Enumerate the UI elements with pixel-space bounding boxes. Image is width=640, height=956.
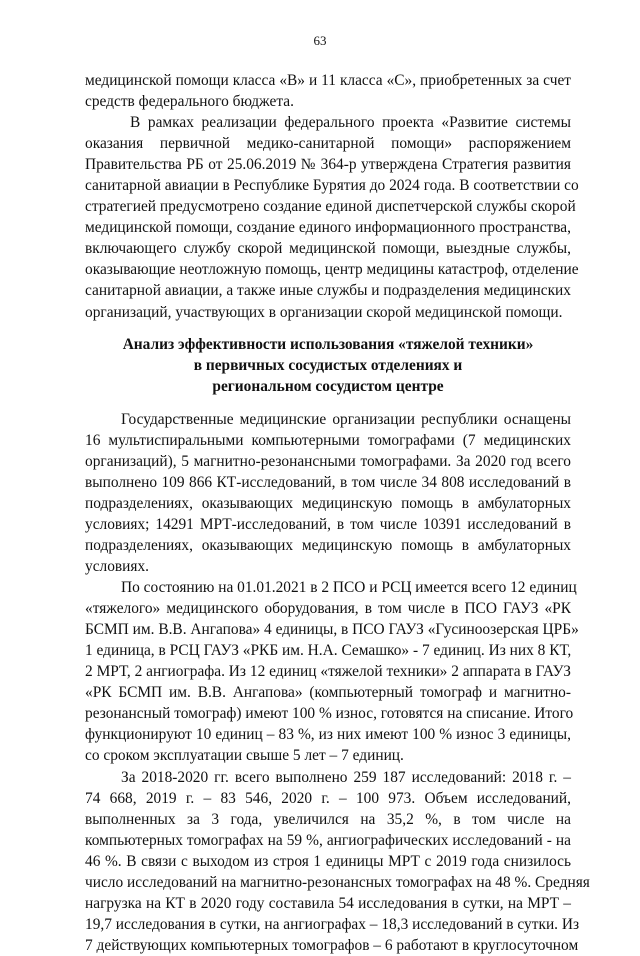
paragraph bbox=[85, 577, 579, 766]
text-line: со сроком эксплуатации свыше 5 лет – 7 единиц. bbox=[85, 747, 404, 765]
text-line: оказания первичной медико-санитарной помощи» распоряжением bbox=[85, 135, 571, 153]
text-line: резонансный томограф) имеют 100 % износ, готовятся на списание. Итого bbox=[85, 705, 574, 723]
document-body bbox=[85, 70, 590, 956]
text-line: выполнено 109 866 КТ-исследований, в том числе 34 808 исследований в bbox=[85, 473, 571, 491]
text-line: нагрузка на КТ в 2020 году составила 54 исследования в сутки, на МРТ – bbox=[85, 894, 571, 912]
heading-line: Анализ эффективности использования «тяжелой техники» bbox=[122, 335, 534, 353]
text-line: средств федерального бюджета. bbox=[85, 93, 294, 111]
text-line: включающего службу скорой медицинской помощи, выездные службы, bbox=[85, 240, 571, 258]
paragraph bbox=[85, 112, 579, 322]
text-line: условиях. bbox=[85, 558, 150, 576]
text-line: компьютерных томографах на 59 %, ангиографических исследований - на bbox=[85, 831, 571, 849]
text-line: 7 действующих компьютерных томографов – 6 работают в круглосуточном bbox=[85, 936, 579, 954]
paragraph bbox=[85, 70, 571, 112]
paragraph bbox=[85, 409, 571, 577]
text-line: число исследований на магнитно-резонансных томографах на 48 %. Средняя bbox=[85, 873, 590, 891]
text-line: По состоянию на 01.01.2021 в 2 ПСО и РСЦ имеется всего 12 единиц bbox=[121, 579, 577, 597]
text-line: оказывающие неотложную помощь, центр медицины катастроф, отделение bbox=[85, 261, 579, 279]
text-line: подразделениях, оказывающих медицинскую помощь в амбулаторных bbox=[85, 494, 571, 512]
text-line: стратегией предусмотрено создание единой диспетчерской службы скорой bbox=[85, 198, 576, 216]
page-number: 63 bbox=[313, 33, 327, 48]
heading-line: региональном сосудистом центре bbox=[212, 377, 444, 395]
text-line: В рамках реализации федерального проекта «Развитие системы bbox=[130, 114, 571, 132]
text-line: 1 единица, в РСЦ ГАУЗ «РКБ им. Н.А. Семашко» - 7 единиц. Из них 8 КТ, bbox=[85, 642, 572, 660]
text-line: «РК БСМП им. В.В. Ангапова» (компьютерный томограф и магнитно- bbox=[85, 684, 571, 702]
text-line: санитарной авиации в Республике Бурятия до 2024 года. В соответствии со bbox=[85, 177, 579, 195]
text-line: медицинской помощи класса «В» и 11 класса «С», приобретенных за счет bbox=[85, 72, 571, 89]
text-line: организаций, участвующих в организации скорой медицинской помощи. bbox=[85, 303, 563, 321]
paragraph bbox=[85, 767, 590, 956]
section-heading bbox=[85, 334, 571, 397]
text-line: 2 МРТ, 2 ангиографа. Из 12 единиц «тяжелой техники» 2 аппарата в ГАУЗ bbox=[85, 663, 571, 681]
text-line: санитарной авиации, а также иные службы и подразделения медицинских bbox=[85, 282, 571, 300]
text-line: 19,7 исследования в сутки, на ангиографах – 18,3 исследований в сутки. Из bbox=[85, 915, 580, 933]
text-line: Правительства РБ от 25.06.2019 № 364-р утверждена Стратегия развития bbox=[85, 156, 571, 174]
text-line: медицинской помощи, создание единого информационного пространства, bbox=[85, 219, 571, 237]
text-line: БСМП им. В.В. Ангапова» 4 единицы, в ПСО ГАУЗ «Гусиноозерская ЦРБ» bbox=[85, 621, 579, 639]
text-line: 16 мультиспиральными компьютерными томографами (7 медицинских bbox=[85, 431, 571, 449]
text-line: подразделениях, оказывающих медицинскую помощь в амбулаторных bbox=[85, 536, 571, 554]
text-line: условиях; 14291 МРТ-исследований, в том числе 10391 исследований в bbox=[85, 515, 571, 533]
text-line: выполненных за 3 года, увеличился на 35,2 %, в том числе на bbox=[85, 810, 571, 828]
text-line: «тяжелого» медицинского оборудования, в том числе в ПСО ГАУЗ «РК bbox=[85, 600, 571, 618]
text-line: Государственные медицинские организации республики оснащены bbox=[121, 410, 571, 428]
text-line: организаций), 5 магнитно-резонансными томографами. За 2020 год всего bbox=[85, 452, 571, 470]
heading-line: в первичных сосудистых отделениях и bbox=[193, 356, 463, 374]
text-line: 46 %. В связи с выходом из строя 1 единицы МРТ с 2019 года снизилось bbox=[85, 852, 571, 870]
text-line: За 2018-2020 гг. всего выполнено 259 187 исследований: 2018 г. – bbox=[121, 768, 571, 786]
text-line: функционируют 10 единиц – 83 %, из них имеют 100 % износ 3 единицы, bbox=[85, 726, 571, 744]
text-line: 74 668, 2019 г. – 83 546, 2020 г. – 100 973. Объем исследований, bbox=[85, 789, 571, 807]
